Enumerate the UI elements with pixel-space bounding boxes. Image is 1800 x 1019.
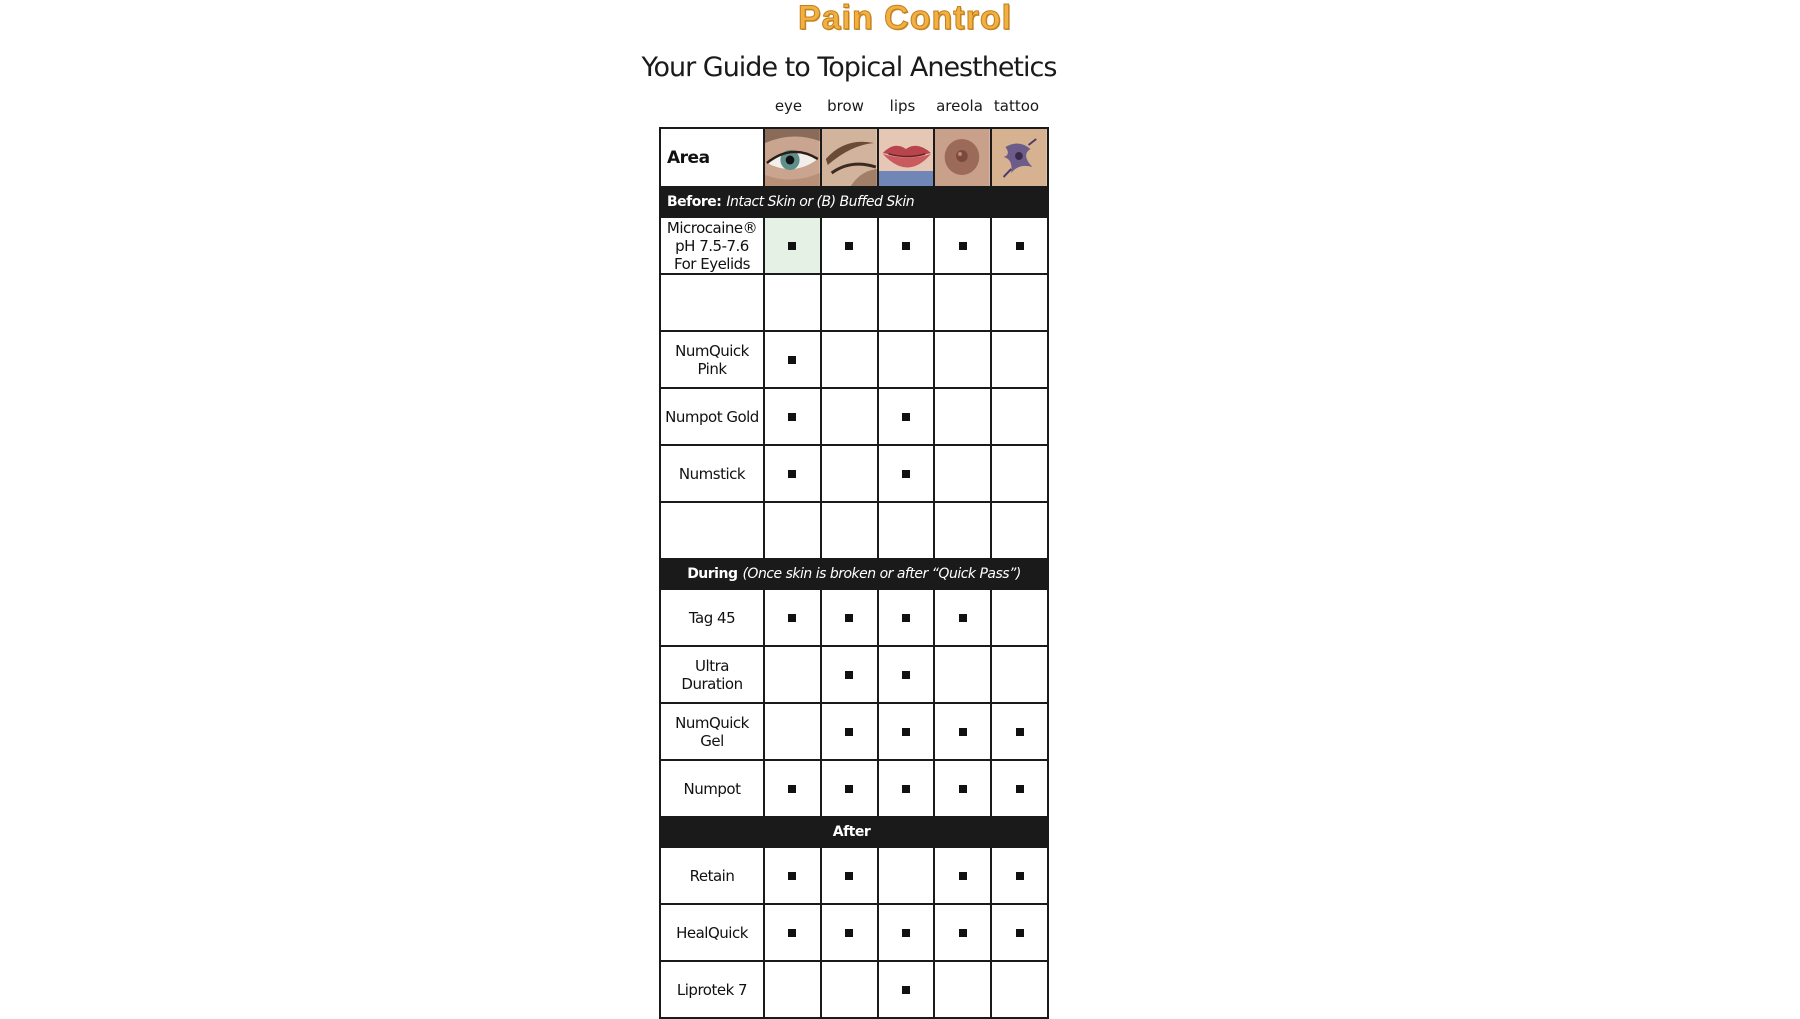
check-mark-icon — [902, 470, 910, 478]
cell-brow — [822, 647, 879, 702]
cell-brow — [822, 905, 879, 960]
cell-tattoo — [992, 962, 1047, 1017]
cell-eye — [765, 332, 822, 387]
table-row — [661, 702, 1047, 759]
table-row — [661, 903, 1047, 960]
check-mark-icon — [959, 728, 967, 736]
check-mark-icon — [788, 356, 796, 364]
product-name: HealQuick — [661, 905, 765, 960]
table-row — [661, 330, 1047, 387]
check-mark-icon — [788, 242, 796, 250]
check-mark-icon — [1016, 872, 1024, 880]
cell-lips — [879, 761, 936, 816]
cell-lips — [879, 332, 936, 387]
cell-areola — [935, 962, 992, 1017]
cell-brow — [822, 446, 879, 501]
cell-lips — [879, 218, 936, 273]
cell-lips — [879, 848, 936, 903]
table-row — [661, 960, 1047, 1017]
cell-tattoo — [992, 275, 1047, 330]
section-title: During — [687, 566, 738, 582]
section-header-after — [661, 816, 1047, 846]
cell-lips — [879, 503, 936, 558]
cell-areola — [935, 275, 992, 330]
cell-eye — [765, 647, 822, 702]
column-header-areola: areola — [936, 97, 983, 115]
section-header-before — [661, 186, 1047, 216]
table-row — [661, 273, 1047, 330]
area-label: Area — [661, 129, 765, 186]
check-mark-icon — [788, 470, 796, 478]
anesthetics-table — [659, 127, 1049, 1019]
page-subtitle: Your Guide to Topical Anesthetics — [641, 52, 1057, 83]
cell-areola — [935, 218, 992, 273]
product-name: NumQuick Gel — [661, 704, 765, 759]
cell-eye — [765, 704, 822, 759]
table-row — [661, 645, 1047, 702]
brow-photo — [822, 129, 877, 186]
area-cell-lips — [879, 129, 936, 186]
cell-brow — [822, 848, 879, 903]
area-cell-tattoo — [992, 129, 1047, 186]
page-title: Pain Control — [797, 0, 1013, 37]
lips-photo — [879, 129, 934, 186]
product-name: Numpot — [661, 761, 765, 816]
cell-brow — [822, 590, 879, 645]
product-name: NumQuick Pink — [661, 332, 765, 387]
cell-tattoo — [992, 332, 1047, 387]
area-cell-brow — [822, 129, 879, 186]
cell-lips — [879, 647, 936, 702]
cell-brow — [822, 503, 879, 558]
check-mark-icon — [902, 413, 910, 421]
table-row — [661, 216, 1047, 273]
cell-eye — [765, 446, 822, 501]
cell-lips — [879, 446, 936, 501]
column-header-tattoo: tattoo — [993, 97, 1040, 115]
cell-lips — [879, 590, 936, 645]
check-mark-icon — [788, 929, 796, 937]
check-mark-icon — [845, 728, 853, 736]
cell-areola — [935, 647, 992, 702]
check-mark-icon — [959, 929, 967, 937]
cell-eye — [765, 218, 822, 273]
table-row — [661, 444, 1047, 501]
check-mark-icon — [788, 413, 796, 421]
cell-tattoo — [992, 848, 1047, 903]
check-mark-icon — [845, 242, 853, 250]
cell-areola — [935, 848, 992, 903]
cell-areola — [935, 704, 992, 759]
check-mark-icon — [959, 872, 967, 880]
area-row — [661, 129, 1047, 186]
cell-lips — [879, 704, 936, 759]
table-row — [661, 588, 1047, 645]
cell-tattoo — [992, 905, 1047, 960]
cell-tattoo — [992, 761, 1047, 816]
cell-eye — [765, 590, 822, 645]
check-mark-icon — [959, 614, 967, 622]
areola-photo — [935, 129, 990, 186]
cell-tattoo — [992, 704, 1047, 759]
tattoo-photo — [992, 129, 1047, 186]
column-header-brow: brow — [827, 97, 864, 115]
cell-eye — [765, 275, 822, 330]
cell-areola — [935, 446, 992, 501]
cell-tattoo — [992, 218, 1047, 273]
area-cell-areola — [935, 129, 992, 186]
eye-photo — [765, 129, 820, 186]
cell-areola — [935, 503, 992, 558]
cell-tattoo — [992, 389, 1047, 444]
product-name: Tag 45 — [661, 590, 765, 645]
cell-brow — [822, 332, 879, 387]
section-note: (Once skin is broken or after “Quick Pass”) — [742, 566, 1021, 582]
check-mark-icon — [959, 242, 967, 250]
cell-areola — [935, 905, 992, 960]
cell-eye — [765, 389, 822, 444]
product-name: Numstick — [661, 446, 765, 501]
table-row — [661, 501, 1047, 558]
cell-brow — [822, 761, 879, 816]
cell-brow — [822, 962, 879, 1017]
cell-brow — [822, 389, 879, 444]
product-name: Ultra Duration — [661, 647, 765, 702]
cell-eye — [765, 848, 822, 903]
cell-areola — [935, 389, 992, 444]
cell-tattoo — [992, 590, 1047, 645]
cell-eye — [765, 905, 822, 960]
check-mark-icon — [1016, 728, 1024, 736]
check-mark-icon — [845, 929, 853, 937]
check-mark-icon — [1016, 242, 1024, 250]
check-mark-icon — [1016, 929, 1024, 937]
product-name: Retain — [661, 848, 765, 903]
table-row — [661, 387, 1047, 444]
check-mark-icon — [902, 614, 910, 622]
cell-tattoo — [992, 503, 1047, 558]
cell-brow — [822, 704, 879, 759]
cell-eye — [765, 761, 822, 816]
cell-tattoo — [992, 446, 1047, 501]
check-mark-icon — [845, 872, 853, 880]
product-name — [661, 275, 765, 330]
product-name: Microcaine® pH 7.5-7.6 For Eyelids — [661, 218, 765, 273]
section-header-during — [661, 558, 1047, 588]
check-mark-icon — [845, 671, 853, 679]
product-name — [661, 503, 765, 558]
table-row — [661, 846, 1047, 903]
check-mark-icon — [845, 785, 853, 793]
section-title: After — [832, 824, 871, 840]
check-mark-icon — [902, 785, 910, 793]
check-mark-icon — [788, 614, 796, 622]
check-mark-icon — [902, 728, 910, 736]
check-mark-icon — [1016, 785, 1024, 793]
cell-areola — [935, 761, 992, 816]
check-mark-icon — [902, 929, 910, 937]
check-mark-icon — [902, 986, 910, 994]
cell-brow — [822, 275, 879, 330]
cell-brow — [822, 218, 879, 273]
check-mark-icon — [788, 872, 796, 880]
cell-areola — [935, 332, 992, 387]
cell-lips — [879, 905, 936, 960]
cell-eye — [765, 503, 822, 558]
cell-tattoo — [992, 647, 1047, 702]
section-note: Intact Skin or (B) Buffed Skin — [726, 194, 915, 210]
area-cell-eye — [765, 129, 822, 186]
column-header-lips: lips — [889, 97, 916, 115]
check-mark-icon — [902, 671, 910, 679]
cell-eye — [765, 962, 822, 1017]
section-title: Before: — [667, 194, 722, 210]
check-mark-icon — [788, 785, 796, 793]
product-name: Numpot Gold — [661, 389, 765, 444]
cell-lips — [879, 962, 936, 1017]
product-name: Liprotek 7 — [661, 962, 765, 1017]
column-header-eye: eye — [774, 97, 803, 115]
check-mark-icon — [845, 614, 853, 622]
check-mark-icon — [959, 785, 967, 793]
cell-areola — [935, 590, 992, 645]
table-row — [661, 759, 1047, 816]
cell-lips — [879, 389, 936, 444]
check-mark-icon — [902, 242, 910, 250]
cell-lips — [879, 275, 936, 330]
